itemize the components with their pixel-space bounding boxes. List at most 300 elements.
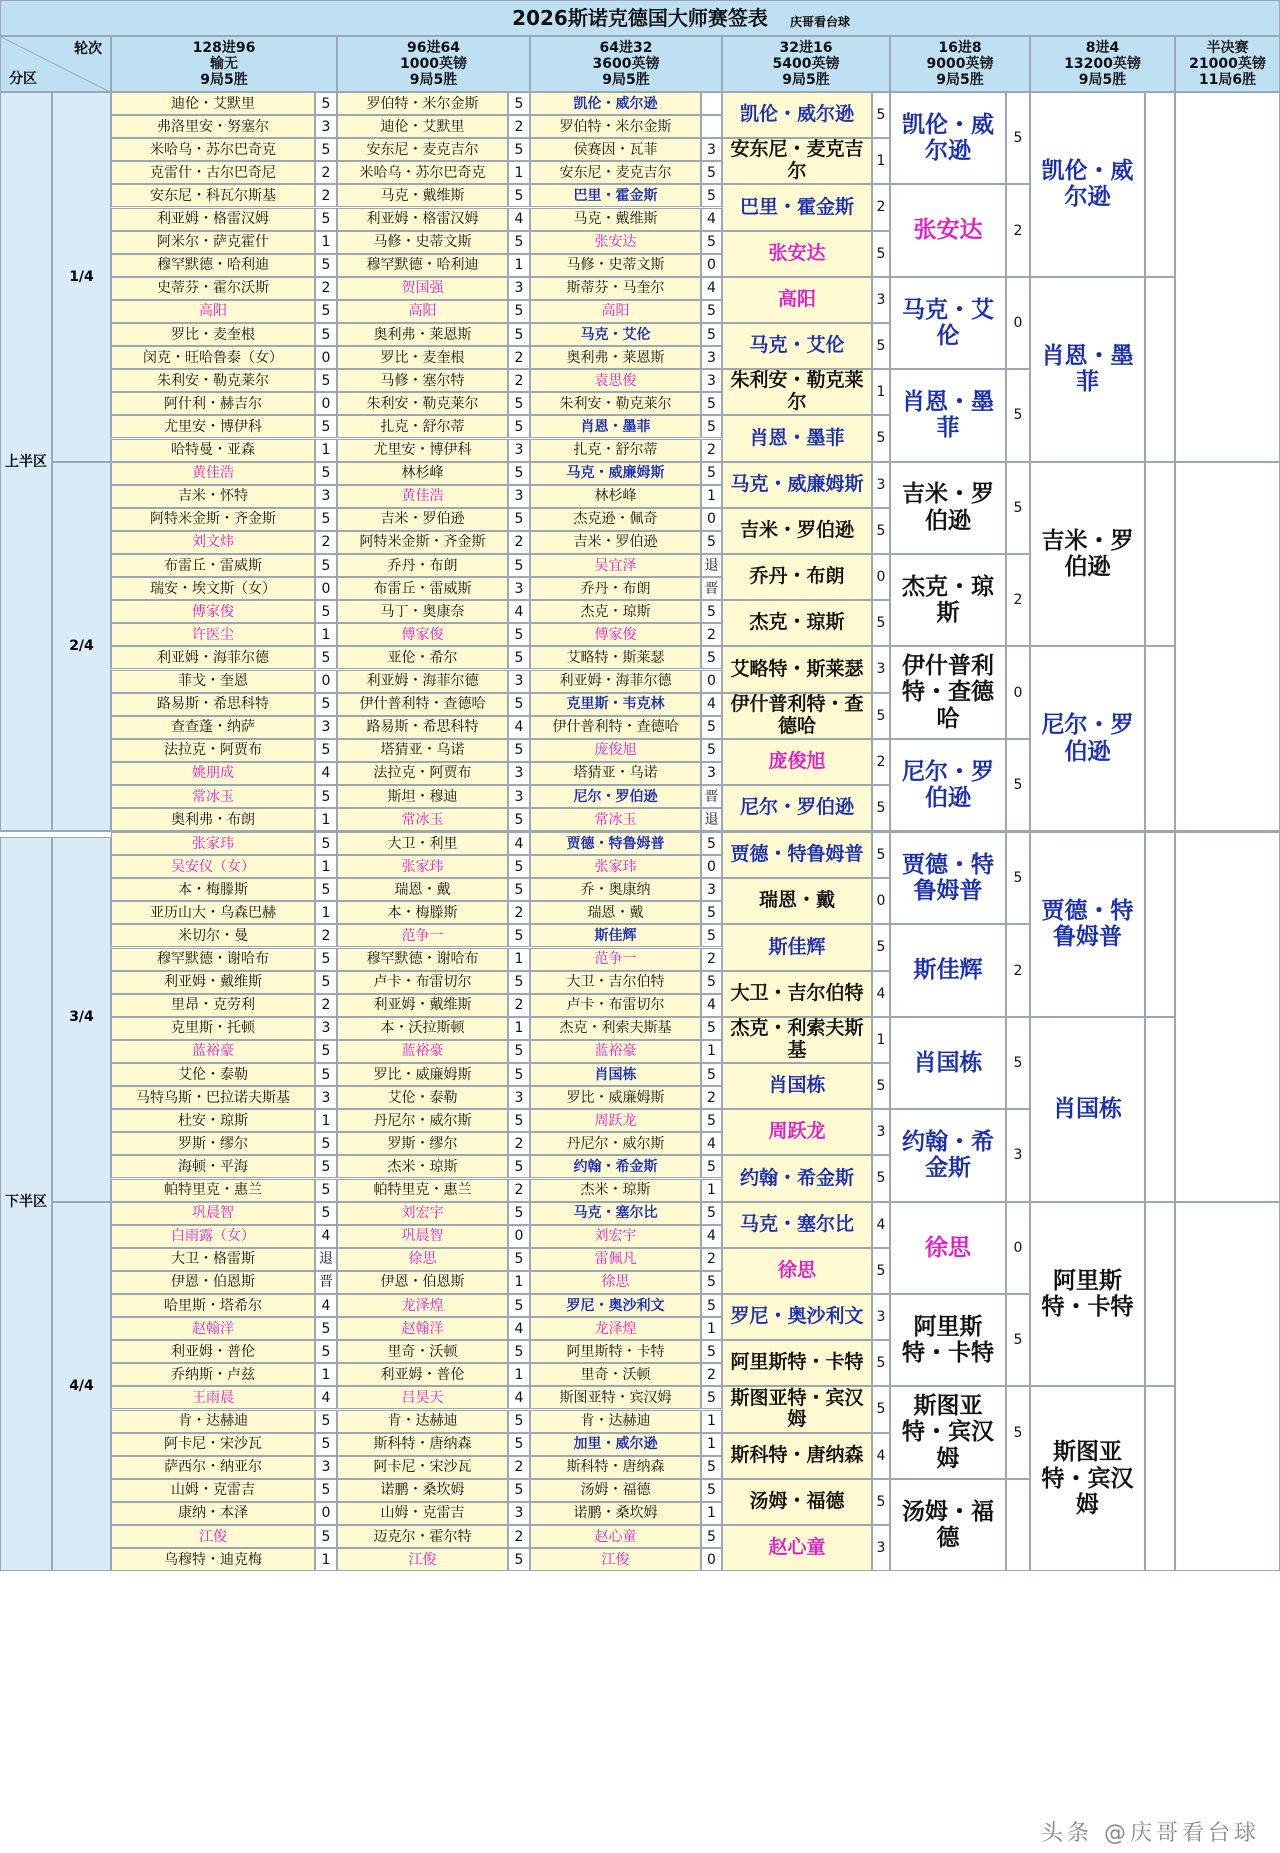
player-name: 高阳 bbox=[722, 277, 872, 323]
score: 4 bbox=[508, 600, 530, 623]
score: 5 bbox=[872, 924, 890, 970]
score: 5 bbox=[701, 1340, 722, 1363]
score: 2 bbox=[701, 1248, 722, 1271]
score: 2 bbox=[1006, 184, 1030, 276]
score: 5 bbox=[872, 1155, 890, 1201]
player-name: 瑞恩・戴 bbox=[530, 901, 701, 924]
player-name: 常冰玉 bbox=[337, 808, 508, 831]
player-name: 龙泽煌 bbox=[337, 1294, 508, 1317]
score: 2 bbox=[315, 277, 337, 300]
half-label: 上半区 bbox=[0, 92, 52, 831]
player-name: 马克・塞尔比 bbox=[530, 1202, 701, 1225]
player-name: 罗比・麦奎根 bbox=[337, 346, 508, 369]
player-name: 马克・塞尔比 bbox=[722, 1202, 872, 1248]
score: 5 bbox=[872, 1479, 890, 1525]
player-name: 克雷什・古尔巴奇尼 bbox=[111, 161, 315, 184]
score: 5 bbox=[701, 901, 722, 924]
player-name: 张家玮 bbox=[530, 855, 701, 878]
player-name: 斯坦・穆迪 bbox=[337, 785, 508, 808]
score: 3 bbox=[508, 439, 530, 462]
player-name: 张安达 bbox=[890, 184, 1006, 276]
player-name: 黄佳浩 bbox=[111, 462, 315, 485]
score: 5 bbox=[508, 878, 530, 901]
player-name: 马特乌斯・巴拉诺夫斯基 bbox=[111, 1086, 315, 1109]
score: 5 bbox=[508, 1063, 530, 1086]
semifinal-slot bbox=[1175, 832, 1280, 1202]
diagonal-line bbox=[1, 37, 111, 92]
player-name: 汤姆・福德 bbox=[722, 1479, 872, 1525]
score: 5 bbox=[508, 415, 530, 438]
score: 2 bbox=[508, 1456, 530, 1479]
score: 0 bbox=[872, 554, 890, 600]
player-name: 利亚姆・海菲尔德 bbox=[337, 670, 508, 693]
score: 3 bbox=[315, 485, 337, 508]
score bbox=[1145, 1202, 1175, 1387]
player-name: 里昂・克劳利 bbox=[111, 994, 315, 1017]
player-name: 江俊 bbox=[337, 1548, 508, 1571]
player-name: 赵翰洋 bbox=[111, 1317, 315, 1340]
half-label: 下半区 bbox=[0, 832, 52, 1571]
player-name: 凯伦・威尔逊 bbox=[530, 92, 701, 115]
player-name: 马克・艾伦 bbox=[890, 277, 1006, 369]
player-name: 张家玮 bbox=[337, 855, 508, 878]
player-name: 约翰・希金斯 bbox=[722, 1155, 872, 1201]
score: 5 bbox=[701, 184, 722, 207]
player-name: 林杉峰 bbox=[337, 462, 508, 485]
score: 5 bbox=[1006, 1386, 1030, 1478]
score: 5 bbox=[315, 832, 337, 855]
player-name: 尼尔・罗伯逊 bbox=[530, 785, 701, 808]
player-name: 江俊 bbox=[530, 1548, 701, 1571]
score: 3 bbox=[315, 1456, 337, 1479]
player-name: 利亚姆・戴维斯 bbox=[337, 994, 508, 1017]
player-name: 尼尔・罗伯逊 bbox=[722, 785, 872, 831]
player-name: 艾伦・泰勒 bbox=[111, 1063, 315, 1086]
player-name: 瑞恩・戴 bbox=[337, 878, 508, 901]
score: 5 bbox=[315, 1433, 337, 1456]
score: 1 bbox=[701, 1317, 722, 1340]
player-name: 乔丹・布朗 bbox=[722, 554, 872, 600]
player-name: 巴里・霍金斯 bbox=[722, 184, 872, 230]
player-name: 米哈乌・苏尔巴奇克 bbox=[337, 161, 508, 184]
player-name: 高阳 bbox=[111, 300, 315, 323]
player-name: 利亚姆・格雷汉姆 bbox=[337, 208, 508, 231]
player-name: 阿里斯特・卡特 bbox=[890, 1294, 1006, 1386]
player-name: 马克・威廉姆斯 bbox=[722, 462, 872, 508]
player-name: 里奇・沃顿 bbox=[337, 1340, 508, 1363]
player-name: 杰克・利索夫斯基 bbox=[722, 1017, 872, 1063]
score: 2 bbox=[508, 901, 530, 924]
score: 2 bbox=[508, 531, 530, 554]
score: 晋 bbox=[701, 577, 722, 600]
player-name: 伊恩・伯恩斯 bbox=[111, 1271, 315, 1294]
score bbox=[1145, 277, 1175, 462]
score: 5 bbox=[701, 924, 722, 947]
player-name: 马克・威廉姆斯 bbox=[530, 462, 701, 485]
player-name: 奥利弗・莱恩斯 bbox=[530, 346, 701, 369]
player-name: 丹尼尔・威尔斯 bbox=[530, 1132, 701, 1155]
score: 5 bbox=[508, 1410, 530, 1433]
score: 5 bbox=[315, 1063, 337, 1086]
player-name: 奥利弗・莱恩斯 bbox=[337, 323, 508, 346]
score: 0 bbox=[1006, 646, 1030, 738]
player-name: 阿里斯特・卡特 bbox=[530, 1340, 701, 1363]
player-name: 张安达 bbox=[530, 231, 701, 254]
player-name: 布雷丘・雷威斯 bbox=[111, 554, 315, 577]
player-name: 巴里・霍金斯 bbox=[530, 184, 701, 207]
player-name: 布雷丘・雷威斯 bbox=[337, 577, 508, 600]
player-name: 利亚姆・海菲尔德 bbox=[111, 646, 315, 669]
player-name: 杰米・琼斯 bbox=[530, 1179, 701, 1202]
player-name: 徐思 bbox=[337, 1248, 508, 1271]
score: 4 bbox=[508, 832, 530, 855]
score: 5 bbox=[701, 832, 722, 855]
score: 5 bbox=[508, 1040, 530, 1063]
score: 3 bbox=[701, 369, 722, 392]
player-name: 海顿・平海 bbox=[111, 1155, 315, 1178]
score: 5 bbox=[508, 1248, 530, 1271]
score: 3 bbox=[872, 646, 890, 692]
score: 5 bbox=[701, 1202, 722, 1225]
player-name: 杰米・琼斯 bbox=[337, 1155, 508, 1178]
score: 3 bbox=[508, 485, 530, 508]
score: 2 bbox=[872, 739, 890, 785]
player-name: 徐思 bbox=[890, 1202, 1006, 1294]
score: 0 bbox=[701, 670, 722, 693]
player-name: 乔丹・布朗 bbox=[337, 554, 508, 577]
player-name: 史蒂芬・霍尔沃斯 bbox=[111, 277, 315, 300]
player-name: 徐思 bbox=[530, 1271, 701, 1294]
score: 5 bbox=[508, 554, 530, 577]
player-name: 杰克・琼斯 bbox=[530, 600, 701, 623]
player-name: 安东尼・科瓦尔斯基 bbox=[111, 184, 315, 207]
score: 1 bbox=[701, 1502, 722, 1525]
score: 5 bbox=[315, 1202, 337, 1225]
score: 5 bbox=[701, 739, 722, 762]
player-name: 阿米尔・萨克霍什 bbox=[111, 231, 315, 254]
round-header: 8进4 13200英镑 9局5胜 bbox=[1030, 36, 1175, 92]
score: 5 bbox=[701, 462, 722, 485]
score: 4 bbox=[872, 971, 890, 1017]
player-name: 穆罕默德・哈利迪 bbox=[111, 254, 315, 277]
player-name: 马修・史蒂文斯 bbox=[337, 231, 508, 254]
player-name: 路易斯・希思科特 bbox=[111, 693, 315, 716]
player-name: 诺鹏・桑坎姆 bbox=[337, 1479, 508, 1502]
player-name: 穆罕默德・谢哈布 bbox=[111, 948, 315, 971]
player-name: 乌穆特・迪克梅 bbox=[111, 1548, 315, 1571]
player-name: 傅家俊 bbox=[337, 623, 508, 646]
score: 1 bbox=[315, 1109, 337, 1132]
score: 0 bbox=[508, 1225, 530, 1248]
score: 5 bbox=[508, 1155, 530, 1178]
player-name: 瑞恩・戴 bbox=[722, 878, 872, 924]
score: 4 bbox=[872, 1433, 890, 1479]
score: 5 bbox=[508, 462, 530, 485]
quarter-label: 3/4 bbox=[52, 832, 111, 1202]
score: 2 bbox=[508, 994, 530, 1017]
score: 5 bbox=[872, 1248, 890, 1294]
score: 5 bbox=[701, 600, 722, 623]
score: 5 bbox=[1006, 1294, 1030, 1386]
score: 4 bbox=[701, 693, 722, 716]
player-name: 王雨晨 bbox=[111, 1386, 315, 1409]
player-name: 山姆・克雷吉 bbox=[111, 1479, 315, 1502]
player-name: 菲戈・奎恩 bbox=[111, 670, 315, 693]
score: 5 bbox=[315, 646, 337, 669]
player-name: 罗斯・缪尔 bbox=[337, 1132, 508, 1155]
score: 1 bbox=[315, 855, 337, 878]
player-name: 约翰・希金斯 bbox=[890, 1109, 1006, 1201]
score: 退 bbox=[701, 808, 722, 831]
player-name: 赵心童 bbox=[722, 1525, 872, 1571]
score: 0 bbox=[315, 392, 337, 415]
score: 5 bbox=[315, 1132, 337, 1155]
player-name: 蓝裕豪 bbox=[530, 1040, 701, 1063]
score: 5 bbox=[508, 855, 530, 878]
score: 5 bbox=[701, 1109, 722, 1132]
player-name: 雷佩凡 bbox=[530, 1248, 701, 1271]
score: 5 bbox=[701, 231, 722, 254]
player-name: 穆罕默德・哈利迪 bbox=[337, 254, 508, 277]
score: 2 bbox=[315, 994, 337, 1017]
score: 退 bbox=[701, 554, 722, 577]
score: 5 bbox=[701, 1294, 722, 1317]
score: 2 bbox=[1006, 554, 1030, 646]
player-name: 安东尼・麦克吉尔 bbox=[337, 138, 508, 161]
player-name: 哈特曼・亚森 bbox=[111, 439, 315, 462]
player-name: 丹尼尔・威尔斯 bbox=[337, 1109, 508, 1132]
score: 2 bbox=[508, 115, 530, 138]
score: 3 bbox=[508, 762, 530, 785]
score bbox=[1145, 1386, 1175, 1571]
score: 5 bbox=[872, 600, 890, 646]
player-name: 扎克・舒尔蒂 bbox=[530, 439, 701, 462]
score: 3 bbox=[872, 1525, 890, 1571]
player-name: 江俊 bbox=[111, 1525, 315, 1548]
score bbox=[1145, 462, 1175, 647]
player-name: 肖恩・墨菲 bbox=[722, 415, 872, 461]
player-name: 吉米・罗伯逊 bbox=[890, 462, 1006, 554]
player-name: 伊什普利特・查德哈 bbox=[890, 646, 1006, 738]
player-name: 尼尔・罗伯逊 bbox=[890, 739, 1006, 831]
player-name: 汤姆・福德 bbox=[890, 1479, 1006, 1571]
score: 5 bbox=[872, 92, 890, 138]
player-name: 赵心童 bbox=[530, 1525, 701, 1548]
player-name: 艾略特・斯莱瑟 bbox=[722, 646, 872, 692]
score: 晋 bbox=[701, 785, 722, 808]
player-name: 朱利安・勒克莱尔 bbox=[111, 369, 315, 392]
score: 4 bbox=[315, 1294, 337, 1317]
score: 5 bbox=[701, 1063, 722, 1086]
score: 5 bbox=[701, 161, 722, 184]
score: 5 bbox=[701, 716, 722, 739]
score: 5 bbox=[315, 1040, 337, 1063]
score: 1 bbox=[872, 138, 890, 184]
player-name: 贾德・特鲁姆普 bbox=[890, 832, 1006, 924]
score: 5 bbox=[508, 1294, 530, 1317]
player-name: 庞俊旭 bbox=[530, 739, 701, 762]
score: 5 bbox=[1006, 1017, 1030, 1109]
score: 5 bbox=[872, 231, 890, 277]
score: 5 bbox=[701, 1525, 722, 1548]
score: 0 bbox=[315, 1502, 337, 1525]
score: 1 bbox=[508, 1017, 530, 1040]
score: 0 bbox=[701, 254, 722, 277]
player-name: 黄佳浩 bbox=[337, 485, 508, 508]
player-name: 肖国栋 bbox=[530, 1063, 701, 1086]
player-name: 利亚姆・普伦 bbox=[111, 1340, 315, 1363]
player-name: 马丁・奥康奈 bbox=[337, 600, 508, 623]
player-name: 吕昊天 bbox=[337, 1386, 508, 1409]
score: 5 bbox=[872, 508, 890, 554]
score: 0 bbox=[1006, 277, 1030, 369]
player-name: 凯伦・威尔逊 bbox=[890, 92, 1006, 184]
player-name: 大卫・利里 bbox=[337, 832, 508, 855]
player-name: 伊什普利特・查德哈 bbox=[722, 693, 872, 739]
score: 3 bbox=[872, 1109, 890, 1155]
player-name: 高阳 bbox=[337, 300, 508, 323]
score: 3 bbox=[508, 1086, 530, 1109]
player-name: 康纳・本泽 bbox=[111, 1502, 315, 1525]
score: 1 bbox=[315, 231, 337, 254]
score: 5 bbox=[872, 1340, 890, 1386]
player-name: 利亚姆・格雷汉姆 bbox=[111, 208, 315, 231]
player-name: 肯・达赫迪 bbox=[111, 1410, 315, 1433]
score: 5 bbox=[315, 554, 337, 577]
round-header: 64进32 3600英镑 9局5胜 bbox=[530, 36, 722, 92]
player-name: 克里斯・韦克林 bbox=[530, 693, 701, 716]
score bbox=[1145, 1017, 1175, 1202]
score: 2 bbox=[315, 531, 337, 554]
player-name: 加里・威尔逊 bbox=[530, 1433, 701, 1456]
score: 1 bbox=[872, 1017, 890, 1063]
score: 5 bbox=[315, 1410, 337, 1433]
player-name: 罗斯・缪尔 bbox=[111, 1132, 315, 1155]
score: 5 bbox=[508, 739, 530, 762]
score: 5 bbox=[508, 1548, 530, 1571]
score: 5 bbox=[315, 254, 337, 277]
score bbox=[1006, 1479, 1030, 1571]
player-name: 大卫・吉尔伯特 bbox=[722, 971, 872, 1017]
player-name: 常冰玉 bbox=[530, 808, 701, 831]
score: 5 bbox=[508, 808, 530, 831]
quarter-label: 1/4 bbox=[52, 92, 111, 462]
score: 3 bbox=[508, 277, 530, 300]
score: 5 bbox=[872, 785, 890, 831]
score bbox=[701, 92, 722, 115]
player-name: 尼尔・罗伯逊 bbox=[1030, 646, 1145, 831]
player-name: 伊恩・伯恩斯 bbox=[337, 1271, 508, 1294]
score: 0 bbox=[315, 346, 337, 369]
player-name: 庞俊旭 bbox=[722, 739, 872, 785]
score: 3 bbox=[508, 1502, 530, 1525]
player-name: 穆罕默德・谢哈布 bbox=[337, 948, 508, 971]
score: 5 bbox=[315, 323, 337, 346]
score: 2 bbox=[315, 161, 337, 184]
score: 5 bbox=[701, 1017, 722, 1040]
score: 2 bbox=[701, 948, 722, 971]
player-name: 贾德・特鲁姆普 bbox=[722, 832, 872, 878]
score: 5 bbox=[701, 971, 722, 994]
score: 5 bbox=[508, 971, 530, 994]
score: 1 bbox=[315, 1548, 337, 1571]
score: 5 bbox=[508, 924, 530, 947]
player-name: 贾德・特鲁姆普 bbox=[530, 832, 701, 855]
score: 5 bbox=[872, 415, 890, 461]
score: 2 bbox=[872, 184, 890, 230]
score: 5 bbox=[872, 1386, 890, 1432]
player-name: 诺鹏・桑坎姆 bbox=[530, 1502, 701, 1525]
page-title: 2026斯诺克德国大师赛签表 bbox=[0, 0, 1280, 36]
score: 5 bbox=[508, 693, 530, 716]
score: 3 bbox=[701, 138, 722, 161]
player-name: 肯・达赫迪 bbox=[530, 1410, 701, 1433]
player-name: 阿什利・赫吉尔 bbox=[111, 392, 315, 415]
score: 0 bbox=[315, 670, 337, 693]
score: 5 bbox=[872, 323, 890, 369]
score: 3 bbox=[701, 346, 722, 369]
player-name: 本・梅滕斯 bbox=[337, 901, 508, 924]
score: 2 bbox=[701, 1086, 722, 1109]
score: 4 bbox=[315, 1225, 337, 1248]
score: 5 bbox=[315, 415, 337, 438]
player-name: 瑞安・埃文斯（女） bbox=[111, 577, 315, 600]
player-name: 常冰玉 bbox=[111, 785, 315, 808]
player-name: 肖恩・墨菲 bbox=[1030, 277, 1145, 462]
score: 5 bbox=[315, 1179, 337, 1202]
score: 0 bbox=[701, 508, 722, 531]
score: 3 bbox=[315, 115, 337, 138]
score: 1 bbox=[508, 254, 530, 277]
score: 1 bbox=[508, 948, 530, 971]
player-name: 贾德・特鲁姆普 bbox=[1030, 832, 1145, 1017]
player-name: 阿卡尼・宋沙瓦 bbox=[111, 1433, 315, 1456]
player-name: 马修・史蒂文斯 bbox=[530, 254, 701, 277]
player-name: 罗尼・奥沙利文 bbox=[530, 1294, 701, 1317]
score: 5 bbox=[508, 323, 530, 346]
player-name: 斯科特・唐纳森 bbox=[337, 1433, 508, 1456]
score: 1 bbox=[508, 1271, 530, 1294]
player-name: 朱利安・勒克莱尔 bbox=[530, 392, 701, 415]
score: 3 bbox=[872, 462, 890, 508]
score: 5 bbox=[508, 184, 530, 207]
round-header: 32进16 5400英镑 9局5胜 bbox=[722, 36, 890, 92]
score: 3 bbox=[508, 785, 530, 808]
player-name: 凯伦・威尔逊 bbox=[1030, 92, 1145, 277]
player-name: 迪伦・艾默里 bbox=[337, 115, 508, 138]
player-name: 利亚姆・普伦 bbox=[337, 1363, 508, 1386]
player-name: 阿卡尼・宋沙瓦 bbox=[337, 1456, 508, 1479]
quarter-label: 4/4 bbox=[52, 1202, 111, 1572]
player-name: 范争一 bbox=[530, 948, 701, 971]
player-name: 罗伯特・米尔金斯 bbox=[337, 92, 508, 115]
score: 5 bbox=[701, 415, 722, 438]
player-name: 蓝裕豪 bbox=[111, 1040, 315, 1063]
player-name: 斯图亚特・宾汉姆 bbox=[530, 1386, 701, 1409]
score: 5 bbox=[1006, 832, 1030, 924]
score: 5 bbox=[508, 1433, 530, 1456]
score: 5 bbox=[508, 646, 530, 669]
player-name: 朱利安・勒克莱尔 bbox=[337, 392, 508, 415]
player-name: 尤里安・博伊科 bbox=[111, 415, 315, 438]
player-name: 阿特米金斯・齐金斯 bbox=[337, 531, 508, 554]
score: 5 bbox=[508, 92, 530, 115]
watermark: 头条 @庆哥看台球 bbox=[1041, 1821, 1260, 1846]
player-name: 本・梅滕斯 bbox=[111, 878, 315, 901]
player-name: 姚朋成 bbox=[111, 762, 315, 785]
player-name: 伊什普利特・查德哈 bbox=[530, 716, 701, 739]
player-name: 迪伦・艾默里 bbox=[111, 92, 315, 115]
